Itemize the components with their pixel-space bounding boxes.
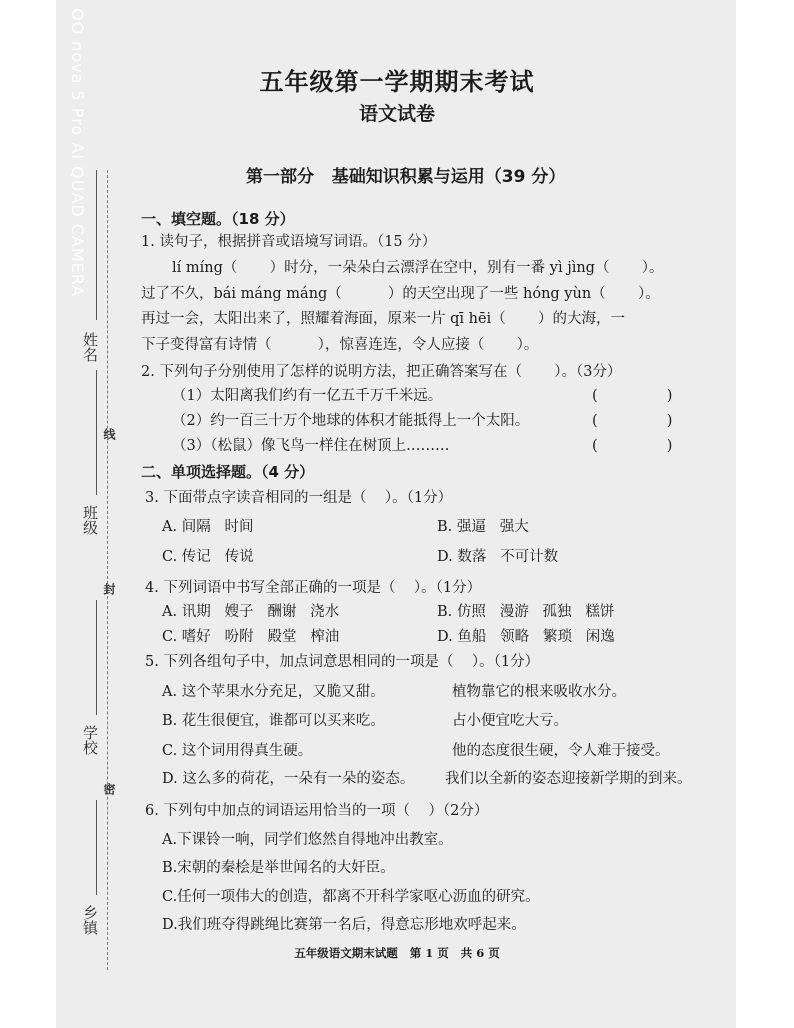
q5-option-c[interactable]: C. 这个词用得真生硬。 (162, 743, 313, 759)
q4-option-d[interactable]: D. 鱼船 领略 繁琐 闲逸 (437, 629, 615, 645)
name-write-line (96, 170, 97, 320)
q5-option-a-pair: 植物靠它的根来吸收水分。 (452, 684, 626, 700)
q4-option-a[interactable]: A. 讯期 嫂子 酬谢 浇水 (162, 604, 340, 620)
q2-answer-blank-2[interactable]: ( ) (592, 413, 673, 429)
q2-sentence-2: （2）约一百三十万个地球的体积才能抵得上一个太阳。 (172, 413, 530, 429)
q2-sentence-3: （3）（松鼠）像飞鸟一样住在树顶上……… (172, 438, 450, 454)
q4-option-c[interactable]: C. 嗜好 吩附 殿堂 榨油 (162, 629, 340, 645)
part-one-heading: 第一部分 基础知识积累与运用（39 分） (246, 167, 566, 187)
margin-label-name: 姓名 (81, 332, 99, 362)
margin-label-town: 乡镇 (81, 905, 99, 935)
q2-answer-blank-1[interactable]: ( ) (592, 388, 673, 404)
q3-option-c[interactable]: C. 传记 传说 (162, 549, 254, 565)
q6-option-b[interactable]: B.宋朝的秦桧是举世闻名的大奸臣。 (162, 860, 395, 876)
q1-stem: 1. 读句子，根据拼音或语境写词语。（15 分） (141, 234, 437, 250)
exam-title: 五年级第一学期期末考试 (259, 68, 535, 96)
watermark-line-2: AI QUAD CAMERA (68, 142, 87, 298)
scanned-exam-page (56, 0, 736, 1028)
q5-option-c-pair: 他的态度很生硬，令人难于接受。 (452, 743, 670, 759)
q3-stem: 3. 下面带点字读音相同的一组是（ ）。（1分） (145, 490, 453, 506)
q6-option-d[interactable]: D.我们班夺得跳绳比赛第一名后，得意忘形地欢呼起来。 (162, 917, 526, 933)
q6-stem: 6. 下列句中加点的词语运用恰当的一项（ ）（2分） (145, 803, 489, 819)
q3-option-a[interactable]: A. 间隔 时间 (162, 519, 254, 535)
town-write-line (96, 800, 97, 895)
q1-line-2: 过了不久，bái máng máng（ ）的天空出现了一些 hóng yùn（ ）。 (141, 286, 660, 302)
q1-line-1: lí míng（ ）时分，一朵朵白云漂浮在空中，别有一番 yì jìng（ ）。 (172, 260, 664, 276)
margin-mark-secret: 密 (102, 783, 116, 795)
margin-label-class: 班级 (81, 505, 99, 535)
q5-stem: 5. 下列各组句子中，加点词意思相同的一项是（ ）。（1分） (145, 654, 540, 670)
q5-option-d-pair: 我们以全新的姿态迎接新学期的到来。 (445, 771, 692, 787)
q5-option-a[interactable]: A. 这个苹果水分充足，又脆又甜。 (162, 684, 385, 700)
q5-option-d[interactable]: D. 这么多的荷花，一朵有一朵的姿态。 (162, 771, 415, 787)
section-1-heading: 一、填空题。（18 分） (141, 210, 295, 228)
camera-watermark (68, 8, 86, 297)
class-write-line (96, 370, 97, 495)
school-write-line (96, 600, 97, 715)
margin-mark-line: 线 (102, 428, 116, 440)
margin-label-school: 学校 (81, 725, 99, 755)
binding-dashed-line (107, 170, 108, 970)
q2-answer-blank-3[interactable]: ( ) (592, 438, 673, 454)
q4-option-b[interactable]: B. 仿照 漫游 孤独 糕饼 (437, 604, 615, 620)
q3-option-d[interactable]: D. 数落 不可计数 (437, 549, 559, 565)
q5-option-b[interactable]: B. 花生很便宜，谁都可以买来吃。 (162, 713, 385, 729)
q1-line-3: 再过一会，太阳出来了，照耀着海面，原来一片 qī hēi（ ）的大海，一 (141, 311, 625, 327)
margin-mark-seal: 封 (102, 583, 116, 595)
q1-line-4: 下子变得富有诗情（ ），惊喜连连，令人应接（ ）。 (141, 337, 539, 353)
page-footer: 五年级语文期末试题 第 1 页 共 6 页 (294, 946, 500, 960)
exam-subtitle: 语文试卷 (358, 103, 435, 125)
watermark-line-1: OO nova 5 Pro (68, 8, 87, 137)
q5-option-b-pair: 占小便宜吃大亏。 (452, 713, 568, 729)
q2-stem: 2. 下列句子分别使用了怎样的说明方法，把正确答案写在（ ）。（3分） (141, 364, 622, 380)
q3-option-b[interactable]: B. 强逼 强大 (437, 519, 529, 535)
section-2-heading: 二、单项选择题。（4 分） (141, 463, 315, 481)
q6-option-c[interactable]: C.任何一项伟大的创造，都离不开科学家呕心沥血的研究。 (162, 889, 540, 905)
q2-sentence-1: （1）太阳离我们约有一亿五千万千米远。 (172, 388, 443, 404)
q6-option-a[interactable]: A.下课铃一响，同学们悠然自得地冲出教室。 (162, 832, 453, 848)
q4-stem: 4. 下列词语中书写全部正确的一项是（ ）。（1分） (145, 580, 482, 596)
